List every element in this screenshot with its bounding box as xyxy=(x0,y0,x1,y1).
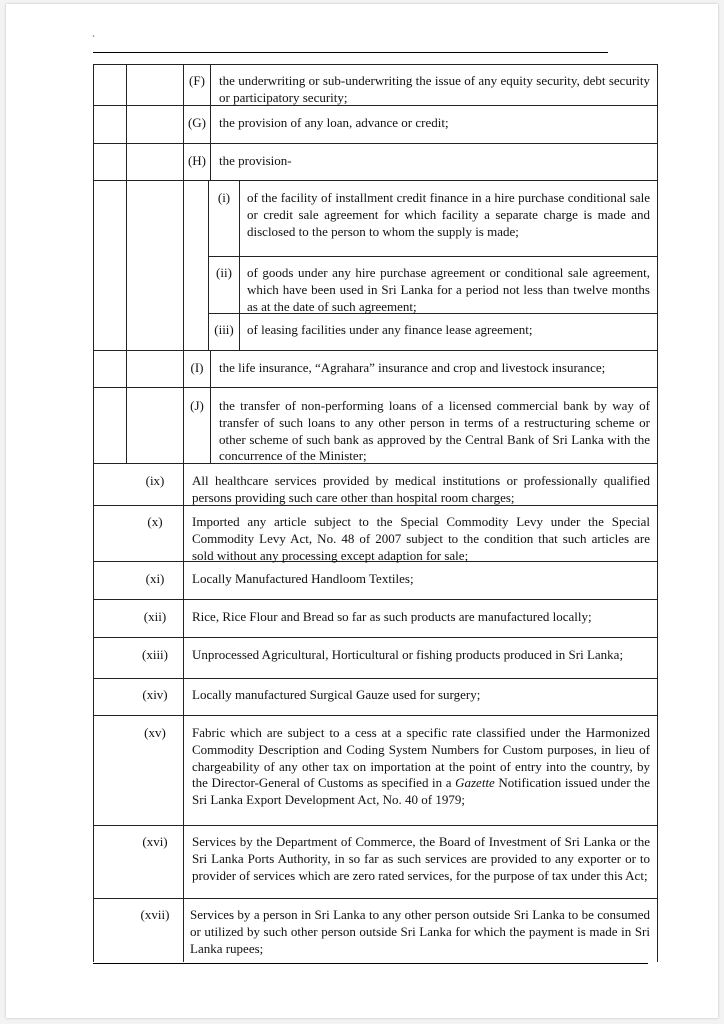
gazette-italic: Gazette xyxy=(455,775,495,791)
row-label-xvii: (xvii) xyxy=(140,907,170,922)
row-text-xiii: Unprocessed Agricultural, Horticultural or fishing products produced in Sri Lanka; xyxy=(192,647,624,662)
row-text-xiv: Locally manufactured Surgical Gauze used for surgery; xyxy=(192,687,481,702)
row-text-iii: of leasing facilities under any finance lease agreement; xyxy=(247,322,533,337)
row-text-xii: Rice, Rice Flour and Bread so far as such products are manufactured locally; xyxy=(192,609,592,624)
row-label-xiii: (xiii) xyxy=(142,647,168,662)
row-label-xi: (xi) xyxy=(145,571,165,586)
row-text-ii: of goods under any hire purchase agreement or conditional sale agreement, which have been used in Sri Lanka for a period not less than twelve months as at the date of such agreement; xyxy=(247,265,650,314)
row-label-xvi: (xvi) xyxy=(142,834,168,849)
row-label-F: (F) xyxy=(189,73,205,88)
row-text-ix: All healthcare services provided by medical institutions or professionally qualified persons providing such care other than hospital room charges; xyxy=(192,473,650,505)
footer-rule xyxy=(93,963,648,964)
row-text-xvi: Services by the Department of Commerce, the Board of Investment of Sri Lanka or the Sri Lanka Ports Authority, in so far as such services are provided to any exporter or to provider of services which are zero rated services, for the purpose of tax under this Act; xyxy=(192,834,650,883)
row-label-xiv: (xiv) xyxy=(142,687,168,702)
row-label-ix: (ix) xyxy=(145,473,165,488)
row-text-H: the provision- xyxy=(219,153,292,168)
row-text-J: the transfer of non-performing loans of a licensed commercial bank by way of transfer of such loans to any other person in terms of a restructuring scheme or other scheme of such bank as approved by the Central Bank of Sri Lanka with the concurrence of the Minister; xyxy=(219,398,650,464)
row-label-H: (H) xyxy=(187,153,207,168)
page-mark: ` xyxy=(92,34,95,44)
row-text-xv xyxy=(192,725,650,809)
row-label-iii: (iii) xyxy=(214,322,234,337)
header-rule xyxy=(93,52,608,53)
row-label-x: (x) xyxy=(147,514,163,529)
row-text-i: of the facility of installment credit finance in a hire purchase conditional sale or credit sale agreement for which facility a separate charge is made and disclosed to the person to whom the supply is made; xyxy=(247,190,650,239)
row-label-J: (J) xyxy=(190,398,204,413)
row-label-xv: (xv) xyxy=(144,725,166,740)
row-label-xii: (xii) xyxy=(143,609,167,624)
row-label-ii: (ii) xyxy=(216,265,232,280)
row-label-I: (I) xyxy=(190,360,204,375)
row-text-xv-part2: Notification issued under the Sri Lanka Export Development Act, No. 40 of 1979; xyxy=(192,775,650,808)
row-text-xi: Locally Manufactured Handloom Textiles; xyxy=(192,571,414,586)
row-text-xv-part1: Fabric which are subject to a cess at a specific rate classified under the Harmonized Commodity Description and Coding System Numbers for Custom purposes, in lieu of chargeability of any other tax on importation at the point of entry into the country, by the Director-General of Customs as specified in a xyxy=(192,725,650,791)
row-text-G: the provision of any loan, advance or credit; xyxy=(219,115,449,130)
row-text-I: the life insurance, “Agrahara” insurance and crop and livestock insurance; xyxy=(219,360,606,375)
row-label-G: (G) xyxy=(187,115,207,130)
row-text-F: the underwriting or sub-underwriting the issue of any equity security, debt security or participatory security; xyxy=(219,73,650,105)
row-text-xvii: Services by a person in Sri Lanka to any other person outside Sri Lanka to be consumed or utilized by such other person outside Sri Lanka for which the payment is made in Sri Lanka rupees; xyxy=(190,907,650,956)
row-label-i: (i) xyxy=(217,190,231,205)
row-text-x: Imported any article subject to the Special Commodity Levy under the Special Commodity Levy Act, No. 48 of 2007 subject to the condition that such articles are sold without any processing except adaption for sale; xyxy=(192,514,650,563)
